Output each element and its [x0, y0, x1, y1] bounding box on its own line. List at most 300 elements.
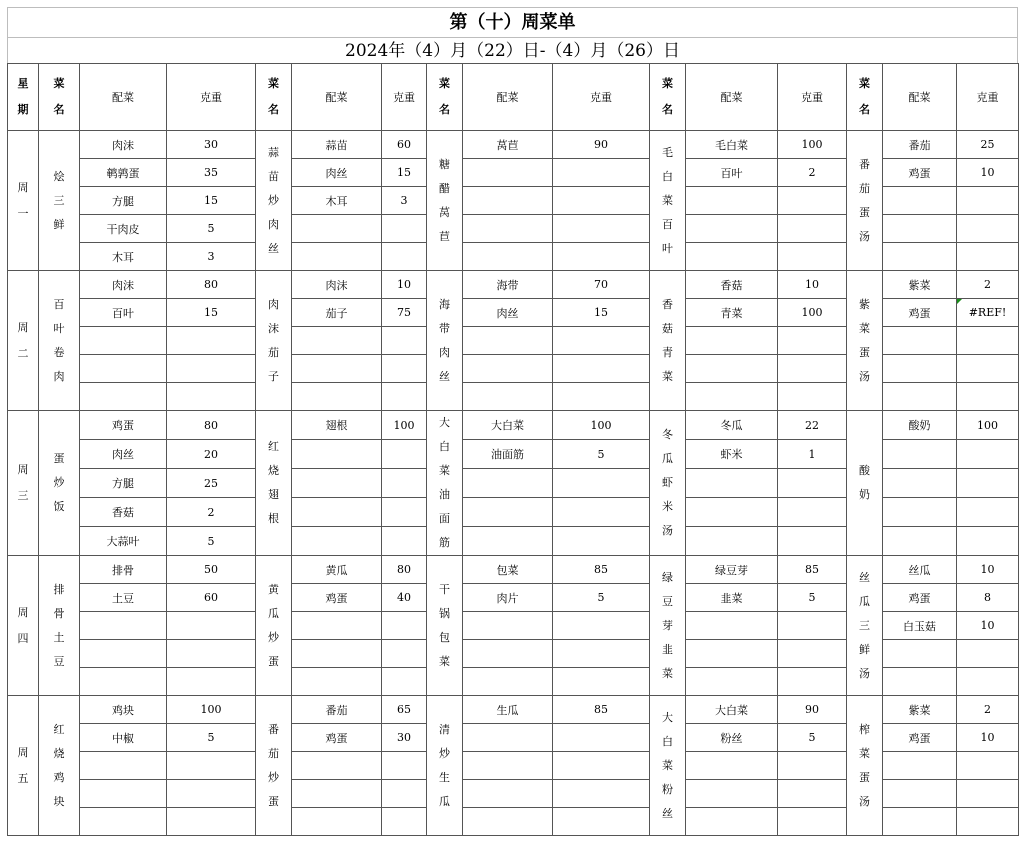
- ingredient-cell: [686, 383, 778, 411]
- weight-cell: [778, 469, 847, 498]
- ingredient-cell: [292, 327, 382, 355]
- ingredient-cell: 干肉皮: [80, 215, 167, 243]
- dish-name-cell: 红 烧 翅 根: [256, 411, 292, 556]
- header-weight-4: 克重: [778, 64, 847, 131]
- weight-cell: [382, 780, 427, 808]
- weight-cell: 5: [167, 724, 256, 752]
- dish-name-cell: 黄 瓜 炒 蛋: [256, 556, 292, 696]
- table-row: [8, 411, 1019, 440]
- ingredient-cell: 香菇: [80, 498, 167, 527]
- ingredient-cell: [883, 808, 957, 836]
- ingredient-cell: 茄子: [292, 299, 382, 327]
- dish-name-cell: 酸 奶: [847, 411, 883, 556]
- weight-cell: [167, 355, 256, 383]
- weight-cell: 35: [167, 159, 256, 187]
- ingredient-cell: 紫菜: [883, 696, 957, 724]
- dish-name-cell: 毛 白 菜 百 叶: [650, 131, 686, 271]
- ingredient-cell: [292, 752, 382, 780]
- weight-cell: 10: [957, 159, 1019, 187]
- ingredient-cell: 大蒜叶: [80, 527, 167, 556]
- ingredient-cell: [80, 612, 167, 640]
- weight-cell: [382, 440, 427, 469]
- header-ingredient-2: 配菜: [292, 64, 382, 131]
- weight-cell: 15: [167, 299, 256, 327]
- ingredient-cell: 紫菜: [883, 271, 957, 299]
- ingredient-cell: [80, 668, 167, 696]
- ingredient-cell: [463, 752, 553, 780]
- ingredient-cell: 青菜: [686, 299, 778, 327]
- ingredient-cell: [883, 668, 957, 696]
- ingredient-cell: 粉丝: [686, 724, 778, 752]
- weight-cell: 30: [167, 131, 256, 159]
- ingredient-cell: [292, 780, 382, 808]
- weight-cell: 3: [167, 243, 256, 271]
- table-row: [8, 696, 1019, 724]
- date-range: 2024年（4）月（22）日-（4）月（26）日: [7, 37, 1018, 63]
- weight-cell: [382, 215, 427, 243]
- weekday-cell: 周 四: [8, 556, 39, 696]
- ingredient-cell: 毛白菜: [686, 131, 778, 159]
- ingredient-cell: [883, 355, 957, 383]
- ingredient-cell: 虾米: [686, 440, 778, 469]
- weight-cell: 15: [382, 159, 427, 187]
- weight-cell: [553, 383, 650, 411]
- ingredient-cell: 鸡蛋: [292, 724, 382, 752]
- ingredient-cell: [686, 640, 778, 668]
- ingredient-cell: 大白菜: [463, 411, 553, 440]
- weight-cell: 80: [167, 411, 256, 440]
- ingredient-cell: [80, 752, 167, 780]
- ingredient-cell: 中椒: [80, 724, 167, 752]
- ingredient-cell: 方腿: [80, 187, 167, 215]
- weight-cell: [778, 498, 847, 527]
- weight-cell: 70: [553, 271, 650, 299]
- ingredient-cell: [292, 469, 382, 498]
- weekly-menu-table: [7, 63, 1019, 836]
- ingredient-cell: [80, 327, 167, 355]
- weight-cell: [957, 752, 1019, 780]
- weight-cell: [778, 243, 847, 271]
- ingredient-cell: [463, 640, 553, 668]
- header-weight-3: 克重: [553, 64, 650, 131]
- dish-name-cell: 肉 沫 茄 子: [256, 271, 292, 411]
- ingredient-cell: 鸡蛋: [292, 584, 382, 612]
- ingredient-cell: 鹌鹑蛋: [80, 159, 167, 187]
- ingredient-cell: 绿豆芽: [686, 556, 778, 584]
- dish-name-cell: 糖 醋 莴 苣: [427, 131, 463, 271]
- weight-cell: [957, 383, 1019, 411]
- weight-cell: 100: [553, 411, 650, 440]
- ingredient-cell: [883, 327, 957, 355]
- header-row: [8, 64, 1019, 131]
- weight-cell: [778, 187, 847, 215]
- weight-cell: [553, 215, 650, 243]
- weight-cell: 60: [167, 584, 256, 612]
- ingredient-cell: [80, 355, 167, 383]
- ingredient-cell: [686, 527, 778, 556]
- weight-cell: 50: [167, 556, 256, 584]
- ingredient-cell: 鸡蛋: [883, 584, 957, 612]
- weight-cell: [553, 159, 650, 187]
- weight-cell: [553, 327, 650, 355]
- weekday-cell: 周 三: [8, 411, 39, 556]
- dish-name-cell: 干 锅 包 菜: [427, 556, 463, 696]
- ingredient-cell: [463, 355, 553, 383]
- ingredient-cell: [463, 527, 553, 556]
- ingredient-cell: 番茄: [883, 131, 957, 159]
- ingredient-cell: [686, 808, 778, 836]
- weight-cell: 10: [957, 556, 1019, 584]
- ingredient-cell: [686, 469, 778, 498]
- ingredient-cell: [883, 187, 957, 215]
- weight-cell: [957, 640, 1019, 668]
- ingredient-cell: [80, 383, 167, 411]
- ingredient-cell: [883, 527, 957, 556]
- weight-cell: [957, 440, 1019, 469]
- header-dish-1: 菜 名: [39, 64, 80, 131]
- ingredient-cell: [80, 808, 167, 836]
- ingredient-cell: [883, 243, 957, 271]
- weight-cell: [167, 327, 256, 355]
- weight-cell: 100: [957, 411, 1019, 440]
- weight-cell: [957, 215, 1019, 243]
- ingredient-cell: [686, 215, 778, 243]
- weight-cell: 85: [778, 556, 847, 584]
- weight-cell: [167, 668, 256, 696]
- weight-cell: 2: [167, 498, 256, 527]
- dish-name-cell: 紫 菜 蛋 汤: [847, 271, 883, 411]
- ingredient-cell: [463, 724, 553, 752]
- weight-cell: 65: [382, 696, 427, 724]
- weight-cell: [553, 469, 650, 498]
- weight-cell: 20: [167, 440, 256, 469]
- ingredient-cell: [883, 440, 957, 469]
- weight-cell: [382, 498, 427, 527]
- ingredient-cell: [292, 355, 382, 383]
- weight-cell: [382, 243, 427, 271]
- weight-cell: 15: [553, 299, 650, 327]
- ingredient-cell: 蒜苗: [292, 131, 382, 159]
- dish-name-cell: 海 带 肉 丝: [427, 271, 463, 411]
- ingredient-cell: [463, 383, 553, 411]
- ingredient-cell: 包菜: [463, 556, 553, 584]
- weight-cell: 10: [778, 271, 847, 299]
- weight-cell: 80: [167, 271, 256, 299]
- ingredient-cell: [463, 215, 553, 243]
- weight-cell: [553, 724, 650, 752]
- ingredient-cell: [686, 243, 778, 271]
- weight-cell: [382, 612, 427, 640]
- ingredient-cell: 肉沫: [80, 271, 167, 299]
- ingredient-cell: 海带: [463, 271, 553, 299]
- dish-name-cell: 清 炒 生 瓜: [427, 696, 463, 836]
- ingredient-cell: 生瓜: [463, 696, 553, 724]
- weight-cell: 2: [778, 159, 847, 187]
- weight-cell: [167, 752, 256, 780]
- weight-cell: [382, 668, 427, 696]
- header-dish-2: 菜 名: [256, 64, 292, 131]
- weight-cell: 100: [167, 696, 256, 724]
- ingredient-cell: 鸡蛋: [883, 159, 957, 187]
- ingredient-cell: 木耳: [80, 243, 167, 271]
- weight-cell: [553, 527, 650, 556]
- dish-name-cell: 番 茄 炒 蛋: [256, 696, 292, 836]
- weight-cell: 85: [553, 556, 650, 584]
- dish-name-cell: 烩 三 鲜: [39, 131, 80, 271]
- header-weight-5: 克重: [957, 64, 1019, 131]
- ingredient-cell: 百叶: [686, 159, 778, 187]
- weight-cell: [778, 780, 847, 808]
- weight-cell: [382, 469, 427, 498]
- ingredient-cell: [686, 355, 778, 383]
- header-dish-3: 菜 名: [427, 64, 463, 131]
- ingredient-cell: 土豆: [80, 584, 167, 612]
- weight-cell: 80: [382, 556, 427, 584]
- ingredient-cell: 鸡蛋: [883, 724, 957, 752]
- menu-title: 第（十）周菜单: [7, 7, 1018, 37]
- ingredient-cell: 排骨: [80, 556, 167, 584]
- header-weight-1: 克重: [167, 64, 256, 131]
- ingredient-cell: [292, 440, 382, 469]
- weight-cell: [382, 355, 427, 383]
- weight-cell: 2: [957, 696, 1019, 724]
- header-ingredient-3: 配菜: [463, 64, 553, 131]
- weight-cell: #REF!: [957, 299, 1019, 327]
- ingredient-cell: [463, 612, 553, 640]
- ingredient-cell: [463, 498, 553, 527]
- ingredient-cell: 香菇: [686, 271, 778, 299]
- weight-cell: 15: [167, 187, 256, 215]
- header-dish-4: 菜 名: [650, 64, 686, 131]
- weight-cell: [957, 498, 1019, 527]
- ingredient-cell: 鸡蛋: [80, 411, 167, 440]
- weight-cell: 5: [167, 527, 256, 556]
- weight-cell: 90: [778, 696, 847, 724]
- weight-cell: 40: [382, 584, 427, 612]
- weight-cell: [167, 612, 256, 640]
- weight-cell: [778, 527, 847, 556]
- weight-cell: [553, 808, 650, 836]
- weight-cell: [778, 668, 847, 696]
- weight-cell: [778, 215, 847, 243]
- weight-cell: 100: [778, 131, 847, 159]
- weight-cell: [167, 383, 256, 411]
- weight-cell: 5: [553, 584, 650, 612]
- header-weekday: 星 期: [8, 64, 39, 131]
- weight-cell: 10: [957, 612, 1019, 640]
- weight-cell: [382, 383, 427, 411]
- ingredient-cell: [463, 243, 553, 271]
- header-ingredient-1: 配菜: [80, 64, 167, 131]
- weekday-cell: 周 二: [8, 271, 39, 411]
- ingredient-cell: 酸奶: [883, 411, 957, 440]
- weight-cell: [957, 808, 1019, 836]
- ingredient-cell: [463, 668, 553, 696]
- ingredient-cell: 肉片: [463, 584, 553, 612]
- dish-name-cell: 大 白 菜 粉 丝: [650, 696, 686, 836]
- weight-cell: [382, 808, 427, 836]
- weight-cell: 10: [957, 724, 1019, 752]
- dish-name-cell: 排 骨 土 豆: [39, 556, 80, 696]
- ingredient-cell: [883, 383, 957, 411]
- table-row: [8, 271, 1019, 299]
- ingredient-cell: [463, 780, 553, 808]
- header-dish-5: 菜 名: [847, 64, 883, 131]
- weight-cell: [553, 355, 650, 383]
- ingredient-cell: 百叶: [80, 299, 167, 327]
- dish-name-cell: 大 白 菜 油 面 筋: [427, 411, 463, 556]
- weight-cell: [167, 640, 256, 668]
- ingredient-cell: [883, 498, 957, 527]
- ingredient-cell: [686, 498, 778, 527]
- ingredient-cell: [686, 187, 778, 215]
- weight-cell: 90: [553, 131, 650, 159]
- ingredient-cell: 木耳: [292, 187, 382, 215]
- ingredient-cell: [292, 383, 382, 411]
- dish-name-cell: 红 烧 鸡 块: [39, 696, 80, 836]
- weight-cell: [553, 612, 650, 640]
- ingredient-cell: [463, 469, 553, 498]
- ingredient-cell: [883, 640, 957, 668]
- dish-name-cell: 蒜 苗 炒 肉 丝: [256, 131, 292, 271]
- weight-cell: 100: [778, 299, 847, 327]
- weight-cell: 5: [778, 584, 847, 612]
- weight-cell: [778, 383, 847, 411]
- ingredient-cell: [686, 612, 778, 640]
- weight-cell: [553, 752, 650, 780]
- weight-cell: [167, 780, 256, 808]
- weight-cell: [553, 187, 650, 215]
- weight-cell: [382, 527, 427, 556]
- ingredient-cell: 黄瓜: [292, 556, 382, 584]
- dish-name-cell: 榨 菜 蛋 汤: [847, 696, 883, 836]
- ingredient-cell: 丝瓜: [883, 556, 957, 584]
- ingredient-cell: [686, 752, 778, 780]
- ingredient-cell: [686, 668, 778, 696]
- ingredient-cell: 番茄: [292, 696, 382, 724]
- weight-cell: [778, 612, 847, 640]
- ingredient-cell: [883, 469, 957, 498]
- dish-name-cell: 丝 瓜 三 鲜 汤: [847, 556, 883, 696]
- dish-name-cell: 番 茄 蛋 汤: [847, 131, 883, 271]
- weight-cell: 22: [778, 411, 847, 440]
- ingredient-cell: [292, 668, 382, 696]
- table-row: [8, 131, 1019, 159]
- dish-name-cell: 香 菇 青 菜: [650, 271, 686, 411]
- weight-cell: 30: [382, 724, 427, 752]
- ingredient-cell: 肉丝: [292, 159, 382, 187]
- dish-name-cell: 蛋 炒 饭: [39, 411, 80, 556]
- weight-cell: [778, 355, 847, 383]
- weight-cell: 2: [957, 271, 1019, 299]
- ingredient-cell: [292, 498, 382, 527]
- weight-cell: [957, 668, 1019, 696]
- ingredient-cell: [292, 527, 382, 556]
- weight-cell: [382, 640, 427, 668]
- weight-cell: 25: [167, 469, 256, 498]
- ingredient-cell: 白玉菇: [883, 612, 957, 640]
- ingredient-cell: 方腿: [80, 469, 167, 498]
- ingredient-cell: [883, 215, 957, 243]
- weight-cell: 10: [382, 271, 427, 299]
- weekday-cell: 周 五: [8, 696, 39, 836]
- weight-cell: [553, 498, 650, 527]
- weight-cell: 1: [778, 440, 847, 469]
- ingredient-cell: [686, 327, 778, 355]
- ingredient-cell: [883, 752, 957, 780]
- ingredient-cell: [686, 780, 778, 808]
- ingredient-cell: [463, 187, 553, 215]
- ingredient-cell: [463, 159, 553, 187]
- weight-cell: [957, 327, 1019, 355]
- weight-cell: 25: [957, 131, 1019, 159]
- weight-cell: [382, 327, 427, 355]
- weight-cell: 85: [553, 696, 650, 724]
- weight-cell: 100: [382, 411, 427, 440]
- weight-cell: [553, 243, 650, 271]
- weight-cell: 5: [778, 724, 847, 752]
- weight-cell: [382, 752, 427, 780]
- ingredient-cell: [292, 215, 382, 243]
- ingredient-cell: [292, 808, 382, 836]
- ingredient-cell: 肉丝: [463, 299, 553, 327]
- ingredient-cell: 肉沫: [80, 131, 167, 159]
- ingredient-cell: 肉丝: [80, 440, 167, 469]
- ingredient-cell: [463, 327, 553, 355]
- dish-name-cell: 冬 瓜 虾 米 汤: [650, 411, 686, 556]
- weekday-cell: 周 一: [8, 131, 39, 271]
- weight-cell: 5: [167, 215, 256, 243]
- header-weight-2: 克重: [382, 64, 427, 131]
- ingredient-cell: [883, 780, 957, 808]
- weight-cell: [553, 640, 650, 668]
- weight-cell: [957, 469, 1019, 498]
- ingredient-cell: 油面筋: [463, 440, 553, 469]
- ingredient-cell: [80, 640, 167, 668]
- weight-cell: [957, 243, 1019, 271]
- ingredient-cell: [463, 808, 553, 836]
- ingredient-cell: [292, 243, 382, 271]
- ingredient-cell: [292, 612, 382, 640]
- weight-cell: [553, 780, 650, 808]
- ingredient-cell: 莴苣: [463, 131, 553, 159]
- ingredient-cell: 鸡蛋: [883, 299, 957, 327]
- weight-cell: 5: [553, 440, 650, 469]
- ingredient-cell: 鸡块: [80, 696, 167, 724]
- weight-cell: 3: [382, 187, 427, 215]
- weight-cell: [778, 808, 847, 836]
- ingredient-cell: 大白菜: [686, 696, 778, 724]
- weight-cell: [957, 187, 1019, 215]
- weight-cell: 75: [382, 299, 427, 327]
- weight-cell: [167, 808, 256, 836]
- dish-name-cell: 百 叶 卷 肉: [39, 271, 80, 411]
- table-row: [8, 556, 1019, 584]
- weight-cell: [778, 752, 847, 780]
- weight-cell: [957, 355, 1019, 383]
- ingredient-cell: 肉沫: [292, 271, 382, 299]
- weight-cell: 8: [957, 584, 1019, 612]
- header-ingredient-5: 配菜: [883, 64, 957, 131]
- weight-cell: [957, 527, 1019, 556]
- ingredient-cell: [292, 640, 382, 668]
- ingredient-cell: 韭菜: [686, 584, 778, 612]
- weight-cell: 60: [382, 131, 427, 159]
- dish-name-cell: 绿 豆 芽 韭 菜: [650, 556, 686, 696]
- ingredient-cell: [80, 780, 167, 808]
- weight-cell: [778, 327, 847, 355]
- ingredient-cell: 翅根: [292, 411, 382, 440]
